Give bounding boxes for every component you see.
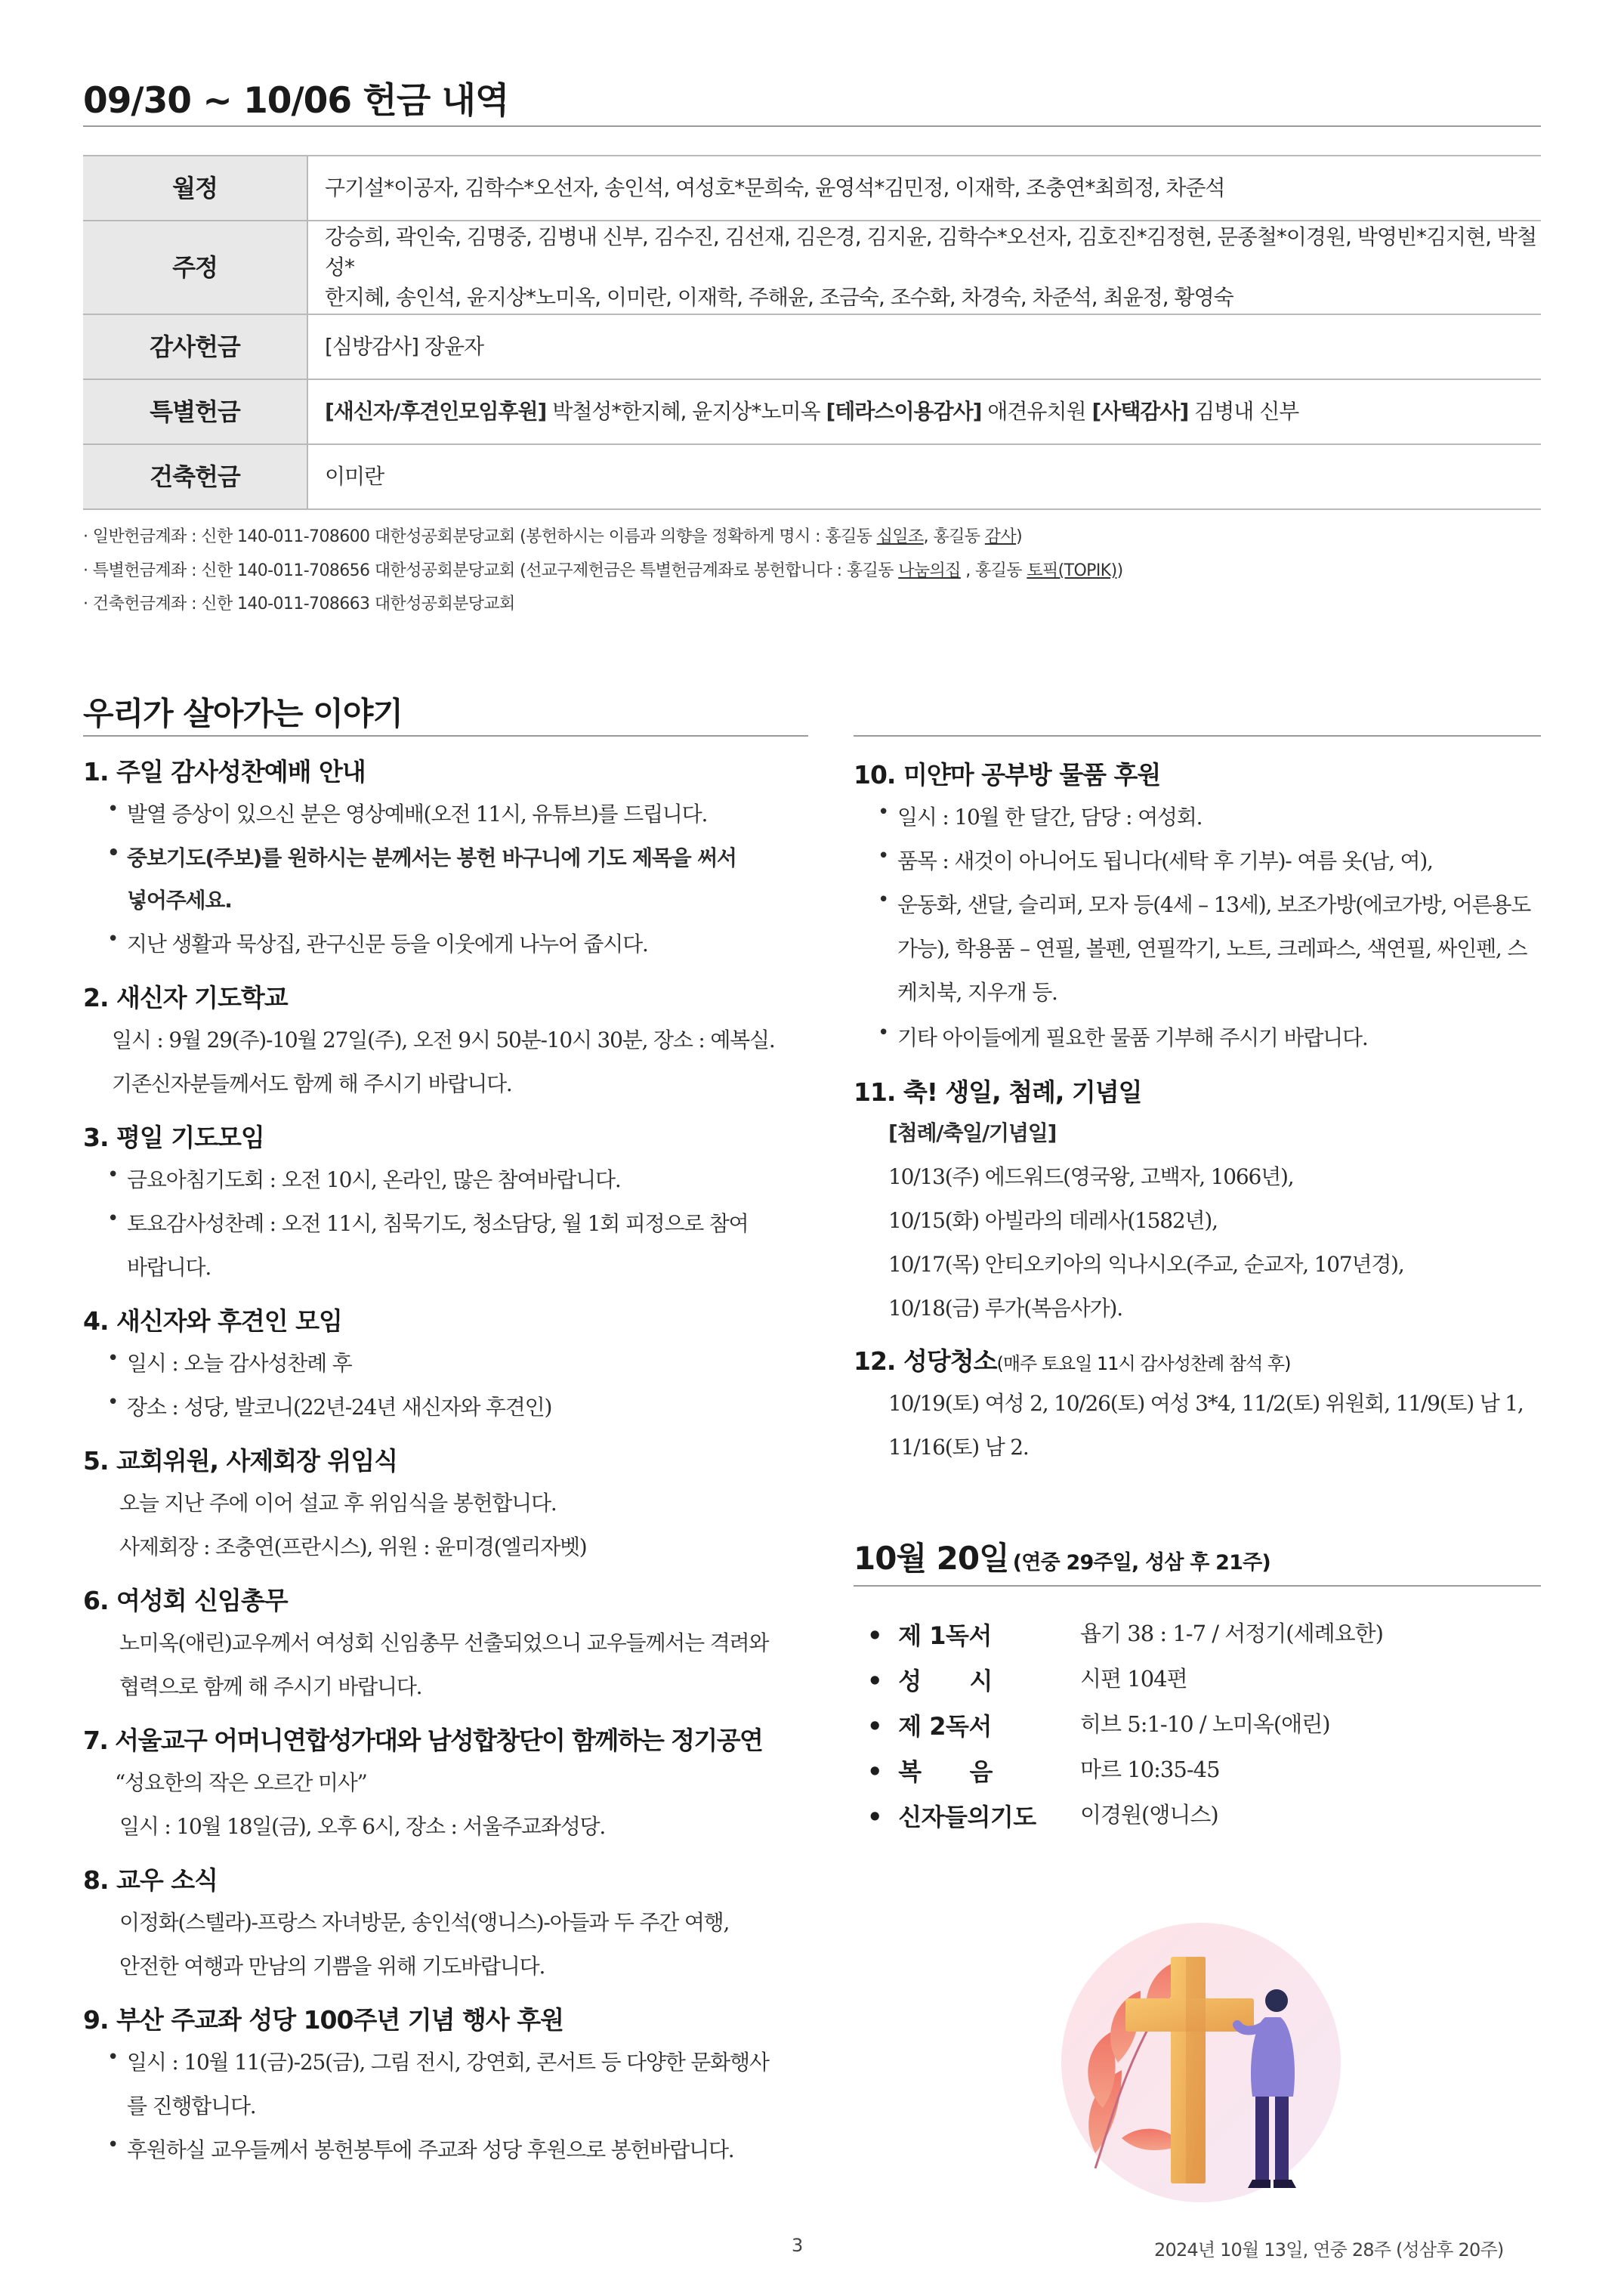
names-text: 장윤자 <box>418 334 484 359</box>
news-heading: 11. 축! 생일, 첨례, 기념일 <box>854 1077 1142 1107</box>
reading-label: • 제 2독서 <box>867 1712 992 1741</box>
news-text: 일시 : 9월 29(주)-10월 27일(주), 오전 9시 50분-10시 30분, 장소 : 예복실. <box>112 1028 775 1052</box>
footer-date: 2024년 10월 13일, 연중 28주 (성삼후 20주) <box>1154 2239 1504 2261</box>
news-heading: 9. 부산 주교좌 성당 100주년 기념 행사 후원 <box>83 2005 563 2035</box>
news-text: 10/18(금) 루가(복음사가). <box>888 1296 1122 1321</box>
category-cell: 월정 <box>83 156 307 221</box>
reading-value: 히브 5:1-10 / 노미옥(애린) <box>1080 1711 1330 1737</box>
list-item: • 품목 : 새것이 아니어도 됩니다(세탁 후 기부)- 여름 옷(남, 여), <box>878 845 1433 873</box>
category-cell: 감사헌금 <box>83 314 307 379</box>
reading-value: 시편 104편 <box>1080 1666 1187 1692</box>
news-heading: 2. 새신자 기도학교 <box>83 983 288 1012</box>
offering-tag: [심방감사] <box>325 334 419 359</box>
offering-tag: [테라스이용감사] <box>826 399 982 424</box>
news-text: 10/13(주) 에드워드(영국왕, 고백자, 1066년), <box>888 1164 1294 1189</box>
news-text: “성요한의 작은 오르간 미사” <box>115 1770 367 1795</box>
news-text: 일시 : 10월 18일(금), 오후 6시, 장소 : 서울주교좌성당. <box>119 1814 606 1839</box>
news-text: 오늘 지난 주에 이어 설교 후 위임식을 봉헌합니다. <box>119 1491 557 1516</box>
right-column-divider <box>854 735 1541 737</box>
names-text: 한지혜, 송인석, 윤지상*노미옥, 이미란, 이재학, 주해윤, 조금숙, 조수화, 차경숙, 차준석, 최윤정, 황영숙 <box>325 285 1233 310</box>
list-item-cont: 케치북, 지우개 등. <box>897 980 1057 1005</box>
news-text: 이정화(스텔라)-프랑스 자녀방문, 송인석(앵니스)-아들과 두 주간 여행, <box>119 1910 730 1935</box>
news-heading: 3. 평일 기도모임 <box>83 1123 264 1152</box>
table-row <box>83 314 1541 379</box>
names-text: 애견유치원 <box>981 399 1092 424</box>
names-cell <box>307 444 1541 509</box>
offering-table <box>83 155 1541 510</box>
readings-title-block <box>854 1534 1270 1579</box>
news-heading: 6. 여성회 신임총무 <box>83 1586 288 1615</box>
reading-value: 욥기 38 : 1-7 / 서정기(세례요한) <box>1080 1621 1383 1646</box>
account-note: · 건축헌금계좌 : 신한 140-011-708663 대한성공회분당교회 <box>83 595 515 613</box>
table-row <box>83 156 1541 221</box>
names-cell <box>307 156 1541 221</box>
offering-title: 09/30 ~ 10/06 헌금 내역 <box>83 80 509 122</box>
list-item-cont: 가능), 학용품 – 연필, 볼펜, 연필깍기, 노트, 크레파스, 색연필, 싸인펜, 스 <box>897 936 1527 961</box>
list-item: • 지난 생활과 묵상집, 관구신문 등을 이웃에게 나누어 줍시다. <box>107 928 648 956</box>
reading-label: • 성 시 <box>867 1667 993 1695</box>
list-item: • 운동화, 샌달, 슬리퍼, 모자 등(4세 – 13세), 보조가방(에코가방, 어른용도 <box>878 888 1531 917</box>
news-text: 10/17(목) 안티오키아의 익나시오(주교, 순교자, 107년경), <box>888 1252 1404 1277</box>
names-text: 구기설*이공자, 김학수*오선자, 송인석, 여성호*문희숙, 윤영석*김민정, 이재학, 조충연*최희정, 차준석 <box>325 175 1225 200</box>
list-item: • 토요감사성찬례 : 오전 11시, 침묵기도, 청소담당, 월 1회 피정으로 참여 <box>107 1207 749 1236</box>
news-heading: 10. 미얀마 공부방 물품 후원 <box>854 760 1161 790</box>
news-text: 안전한 여행과 만남의 기쁨을 위해 기도바랍니다. <box>119 1954 545 1979</box>
cross-illustration <box>1050 1911 1352 2214</box>
category-cell: 주정 <box>83 221 307 314</box>
news-heading: 12. 성당청소(매주 토요일 11시 감사성찬례 참석 후) <box>854 1346 1291 1376</box>
list-item: • 중보기도(주보)를 원하시는 분께서는 봉헌 바구니에 기도 제목을 써서 <box>107 842 736 870</box>
news-heading: 7. 서울교구 어머니연합성가대와 남성합창단이 함께하는 정기공연 <box>83 1726 763 1755</box>
reading-label: • 제 1독서 <box>867 1621 992 1650</box>
names-cell <box>307 379 1541 444</box>
news-title: 우리가 살아가는 이야기 <box>83 695 403 732</box>
news-heading: 5. 교회위원, 사제회장 위임식 <box>83 1446 398 1476</box>
account-note: · 일반헌금계좌 : 신한 140-011-708600 대한성공회분당교회 (봉헌하시는 이름과 의향을 정확하게 명시 : 홍길동 십일조, 홍길동 감사) <box>83 527 1023 546</box>
news-text: 노미옥(애린)교우께서 여성회 신임총무 선출되었으니 교우들께서는 격려와 <box>119 1630 769 1655</box>
list-item: • 발열 증상이 있으신 분은 영상예배(오전 11시, 유튜브)를 드립니다. <box>107 798 708 827</box>
names-cell <box>307 314 1541 379</box>
offering-tag: [새신자/후견인모임후원] <box>325 399 547 424</box>
names-text: 강승희, 곽인숙, 김명중, 김병내 신부, 김수진, 김선재, 김은경, 김지윤, 김학수*오선자, 김호진*김정현, 문종철*이경원, 박영빈*김지현, 박철성* <box>325 224 1537 280</box>
news-text: 11/16(토) 남 2. <box>888 1435 1029 1460</box>
names-text: 김병내 신부 <box>1188 399 1299 424</box>
news-divider <box>83 735 808 737</box>
table-row <box>83 379 1541 444</box>
news-text: 기존신자분들께서도 함께 해 주시기 바랍니다. <box>112 1071 512 1096</box>
reading-label: • 신자들의기도 <box>867 1803 1036 1831</box>
list-item: • 일시 : 10월 한 달간, 담당 : 여성회. <box>878 801 1203 830</box>
reading-label: • 복 음 <box>867 1757 993 1786</box>
news-text: 10/15(화) 아빌라의 데레사(1582년), <box>888 1208 1218 1233</box>
reading-value: 이경원(앵니스) <box>1080 1802 1218 1828</box>
news-heading: 8. 교우 소식 <box>83 1865 218 1895</box>
readings-divider <box>854 1585 1541 1587</box>
list-item: • 기타 아이들에게 필요한 물품 기부해 주시기 바랍니다. <box>878 1021 1368 1050</box>
reading-value: 마르 10:35-45 <box>1080 1757 1220 1782</box>
list-item: • 장소 : 성당, 발코니(22년-24년 새신자와 후견인) <box>107 1391 552 1420</box>
list-item: • 후원하실 교우들께서 봉헌봉투에 주교좌 성당 후원으로 봉헌바랍니다. <box>107 2134 734 2162</box>
list-item-cont: 를 진행합니다. <box>127 2094 256 2118</box>
category-cell: 건축헌금 <box>83 444 307 509</box>
news-heading: 4. 새신자와 후견인 모임 <box>83 1306 342 1336</box>
list-item-cont: 넣어주세요. <box>127 888 232 913</box>
names-text: 이미란 <box>325 464 384 489</box>
list-item: • 일시 : 오늘 감사성찬례 후 <box>107 1347 352 1376</box>
account-note: · 특별헌금계좌 : 신한 140-011-708656 대한성공회분당교회 (선교구제헌금은 특별헌금계좌로 봉헌합니다 : 홍길동 나눔의집 , 홍길동 토픽(TOPIK)) <box>83 561 1123 580</box>
news-subheading: [첨례/축일/기념일] <box>888 1120 1057 1145</box>
page-number: 3 <box>792 2235 804 2256</box>
table-row <box>83 221 1541 314</box>
news-text: 10/19(토) 여성 2, 10/26(토) 여성 3*4, 11/2(토) 위원회, 11/9(토) 남 1, <box>888 1391 1524 1416</box>
list-item: • 금요아침기도회 : 오전 10시, 온라인, 많은 참여바랍니다. <box>107 1163 621 1192</box>
list-item-cont: 바랍니다. <box>127 1255 211 1280</box>
offering-tag: [사택감사] <box>1091 399 1189 424</box>
category-cell: 특별헌금 <box>83 379 307 444</box>
news-heading: 1. 주일 감사성찬예배 안내 <box>83 757 366 786</box>
names-cell <box>307 221 1541 314</box>
readings-subtitle: (연중 29주일, 성삼 후 21주) <box>1012 1551 1270 1575</box>
names-text: 박철성*한지혜, 윤지상*노미옥 <box>546 399 826 424</box>
title-divider <box>83 125 1541 127</box>
list-item: • 일시 : 10월 11(금)-25(금), 그림 전시, 강연회, 콘서트 등 다양한 문화행사 <box>107 2046 769 2075</box>
news-text: 사제회장 : 조충연(프란시스), 위원 : 윤미경(엘리자벳) <box>119 1534 587 1559</box>
news-text: 협력으로 함께 해 주시기 바랍니다. <box>119 1674 422 1699</box>
table-row <box>83 444 1541 509</box>
readings-title: 10월 20일 <box>854 1540 1009 1577</box>
